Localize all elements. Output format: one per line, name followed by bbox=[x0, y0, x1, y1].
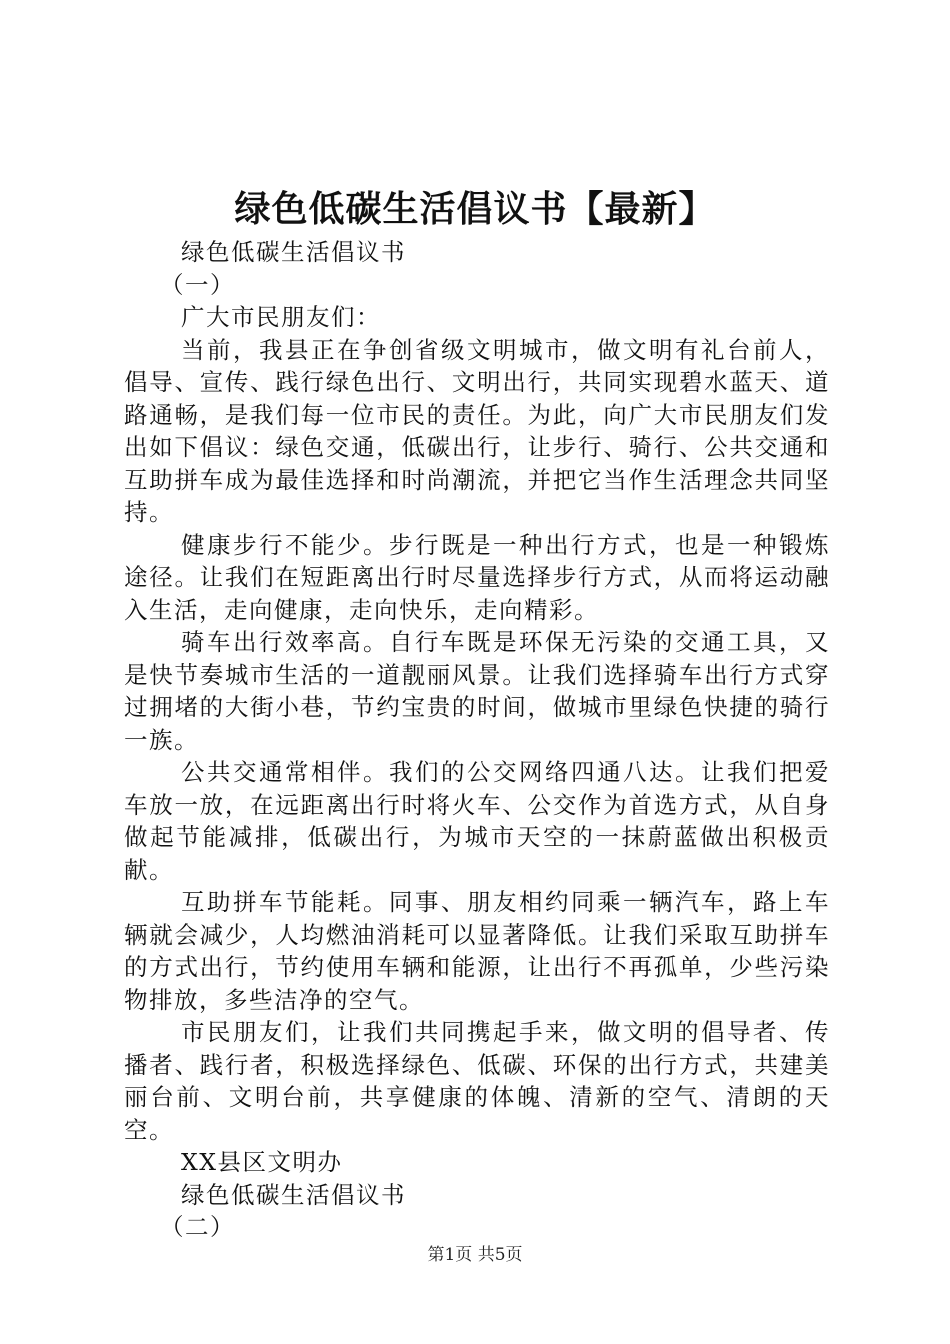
paragraph-carpool: 互助拼车节能耗。同事、朋友相约同乘一辆汽车，路上车辆就会减少，人均燃油消耗可以显著降低。让我们采取互助拼车的方式出行，节约使用车辆和能源，让出行不再孤单，少些污染物排放，多些洁净的空气。 bbox=[124, 888, 830, 1014]
subtitle-line-2: 绿色低碳生活倡议书 bbox=[181, 1180, 406, 1209]
signature: XX县区文明办 bbox=[181, 1148, 343, 1176]
paragraph-closing: 市民朋友们，让我们共同携起手来，做文明的倡导者、传播者、践行者，积极选择绿色、低碳、环保的出行方式，共建美丽台前、文明台前，共享健康的体魄、清新的空气、清朗的天空。 bbox=[124, 1018, 830, 1144]
paragraph-public-transport: 公共交通常相伴。我们的公交网络四通八达。让我们把爱车放一放，在远距离出行时将火车、公交作为首选方式，从自身做起节能减排，低碳出行，为城市天空的一抹蔚蓝做出积极贡献。 bbox=[124, 758, 830, 884]
salutation: 广大市民朋友们： bbox=[181, 303, 381, 331]
document-title: 绿色低碳生活倡议书【最新】 bbox=[234, 188, 716, 230]
paragraph-walking: 健康步行不能少。步行既是一种出行方式，也是一种锻炼途径。让我们在短距离出行时尽量选择步行方式，从而将运动融入生活，走向健康，走向快乐，走向精彩。 bbox=[124, 530, 830, 624]
paragraph-cycling: 骑车出行效率高。自行车既是环保无污染的交通工具，又是快节奏城市生活的一道靓丽风景。让我们选择骑车出行方式穿过拥堵的大街小巷，节约宝贵的时间，做城市里绿色快捷的骑行一族。 bbox=[124, 628, 830, 754]
document-body bbox=[124, 236, 830, 1244]
section-number: （一） bbox=[160, 270, 235, 299]
subtitle-line: 绿色低碳生活倡议书 bbox=[181, 238, 406, 266]
paragraph-intro: 当前，我县正在争创省级文明城市，做文明有礼台前人，倡导、宣传、践行绿色出行、文明出行，共同实现碧水蓝天、道路通畅，是我们每一位市民的责任。为此，向广大市民朋友们发出如下倡议：绿色交通，低碳出行，让步行、骑行、公共交通和互助拼车成为最佳选择和时尚潮流，并把它当作生活理念共同坚持。 bbox=[124, 335, 830, 526]
section-number-2: （二） bbox=[160, 1213, 235, 1241]
page-footer: 第1页 共5页 bbox=[427, 1245, 523, 1265]
